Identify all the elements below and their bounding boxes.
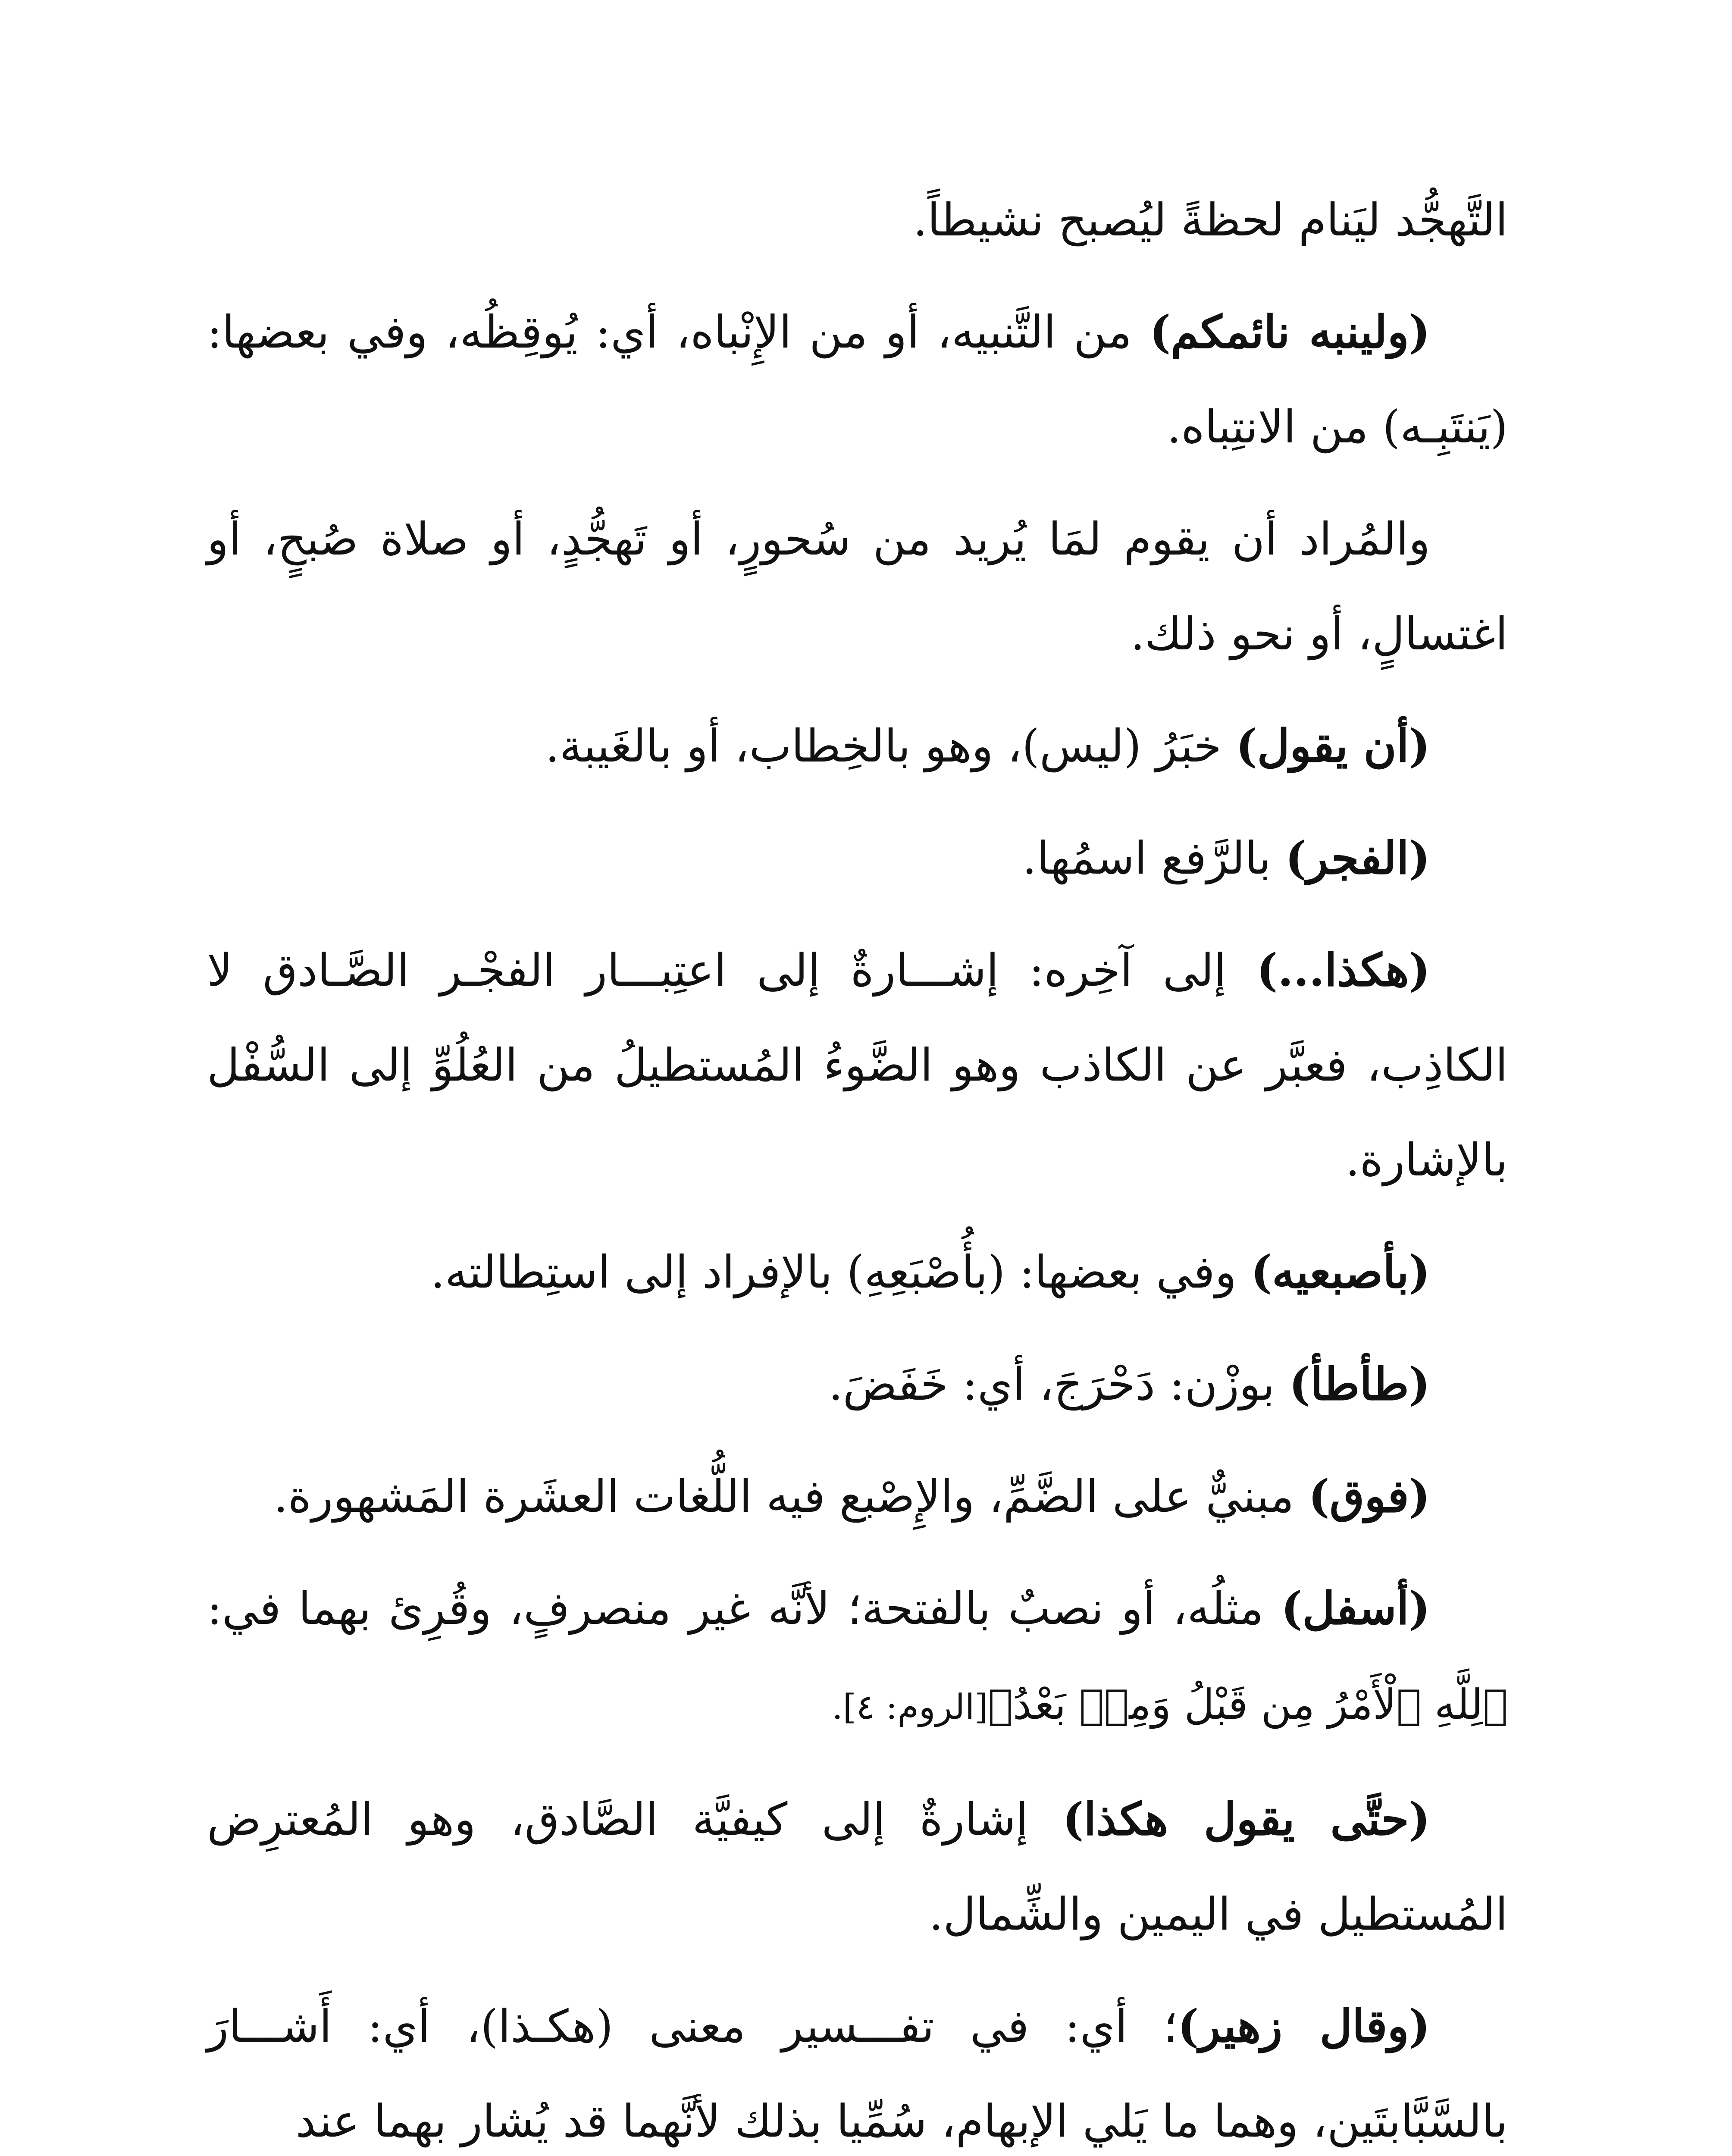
- lemma-heading: (وقال زهير): [1178, 1999, 1430, 2053]
- paragraph-p2: [207, 285, 1508, 474]
- quran-verse: ﴿لِلَّهِ ٱلْأَمْرُ مِن قَبْلُ وَمِنۢ بَعْدُ﴾: [988, 1680, 1508, 1729]
- lemma-heading: (فوق): [1308, 1470, 1430, 1523]
- paragraph-p5: [207, 811, 1508, 906]
- commentary-text: وفي بعضها: (بأُصْبَعِهِ) بالإفراد إلى استِطالته.: [430, 1246, 1251, 1298]
- paragraph-p8: [207, 1337, 1508, 1432]
- commentary-text: خبَرُ (ليس)، وهو بالخِطاب، أو بالغَيبة.: [545, 720, 1236, 772]
- commentary-text: إشارةٌ إلى كيفيَّة الصَّادق، وهو المُعترِض المُستطيل في اليمين والشِّمال.: [207, 1793, 1508, 1940]
- paragraph-p10: [207, 1561, 1508, 1755]
- commentary-text: مثلُه، أو نصبٌ بالفتحة؛ لأنَّه غير منصرفٍ، وقُرِئ بهما في:: [207, 1582, 1281, 1635]
- commentary-text: ؛ أي: في تفـــسير معنى (هكـذا)، أي: أَشـــارَ بالسَّبَّابتَين، وهما ما يَلي الإبهام، سُمِّيا بذلك لأنَّهما قد يُشار بهما عند: [207, 2000, 1508, 2147]
- paragraph-p4: [207, 699, 1508, 793]
- commentary-text: التَّهجُّد ليَنام لحظةً ليُصبح نشيطاً.: [913, 194, 1508, 246]
- commentary-text: بوزْن: دَحْرَجَ، أي: خَفَضَ.: [828, 1358, 1289, 1410]
- lemma-heading: (هكذا...): [1256, 943, 1430, 997]
- lemma-heading: (ولينبه نائمكم): [1149, 305, 1430, 358]
- lemma-heading: (أن يقول): [1236, 719, 1430, 772]
- paragraph-p7: [207, 1225, 1508, 1319]
- lemma-heading: (أسفل): [1281, 1582, 1430, 1635]
- lemma-heading: (طأطأ): [1289, 1357, 1430, 1410]
- verse-citation: [الروم: ٤].: [832, 1687, 988, 1727]
- paragraph-p9: [207, 1449, 1508, 1544]
- commentary-text: والمُراد أن يقوم لمَا يُريد من سُحورٍ، أو تَهجُّدٍ، أو صلاة صُبحٍ، أو اغتسالٍ، أو نحو ذلك.: [207, 513, 1508, 660]
- commentary-text: من التَّنبيه، أو من الإِنْباه، أي: يُوقِظُه، وفي بعضها: (يَنتَبِـه) من الانتِباه.: [207, 306, 1508, 453]
- paragraph-p11: [207, 1772, 1508, 1962]
- lemma-heading: (بأصبعيه): [1250, 1245, 1430, 1298]
- lemma-heading: (الفجر): [1285, 831, 1430, 884]
- lemma-heading: (حتَّى يقول هكذا): [1062, 1792, 1430, 1846]
- commentary-text: إلى آخِره: إشـــارةٌ إلى اعتِبـــار الفجْـر الصَّـادق لا الكاذِب، فعبَّر عن الكاذب وهو الضَّوءُ المُستطيلُ من العُلُوِّ إلى السُّفْل بالإشارة.: [207, 944, 1508, 1186]
- paragraph-p3: [207, 492, 1508, 681]
- commentary-text: مبنيٌّ على الضَّمِّ، والإِصْبع فيه اللُّغات العشَرة المَشهورة.: [273, 1470, 1309, 1523]
- paragraph-p6: [207, 923, 1508, 1207]
- commentary-text: بالرَّفع اسمُها.: [1022, 832, 1285, 884]
- body-text: [207, 172, 1508, 2156]
- paragraph-p1: [207, 172, 1508, 267]
- paragraph-p12: [207, 1979, 1508, 2156]
